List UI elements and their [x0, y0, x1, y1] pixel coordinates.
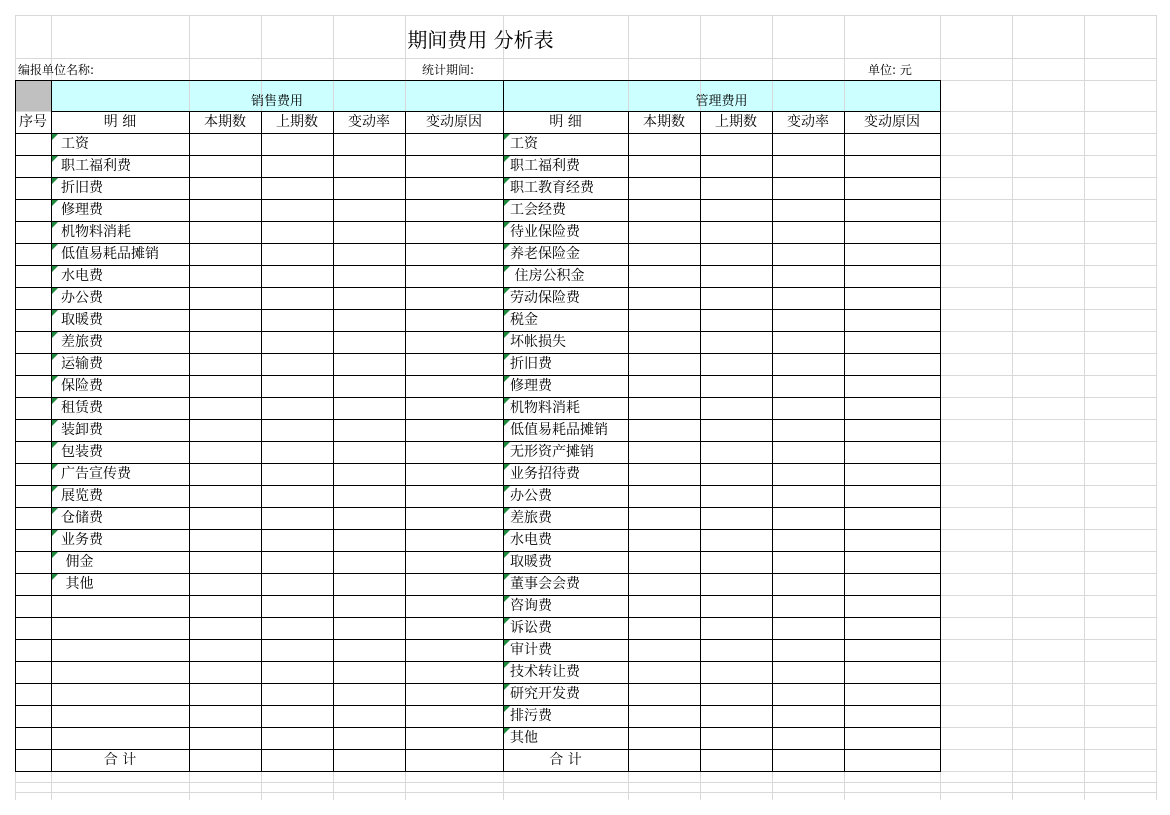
table-border	[15, 573, 941, 574]
sales-item-label: 包装费	[61, 444, 103, 460]
table-border	[189, 111, 190, 772]
grid-line-horizontal	[15, 792, 1156, 793]
table-border	[15, 617, 941, 618]
comment-marker-icon	[52, 134, 58, 140]
comment-marker-icon	[504, 134, 510, 140]
table-border	[15, 80, 941, 81]
comment-marker-icon	[52, 310, 58, 316]
sales-item-label: 取暖费	[61, 312, 103, 328]
admin-item-label: 业务招待费	[510, 466, 580, 482]
table-border	[15, 551, 941, 552]
comment-marker-icon	[504, 178, 510, 184]
comment-marker-icon	[504, 310, 510, 316]
admin-item-label: 董事会会费	[510, 576, 580, 592]
table-border	[15, 243, 941, 244]
sales-item-label: 佣金	[61, 554, 94, 570]
admin-item-label: 技术转让费	[510, 664, 580, 680]
comment-marker-icon	[504, 706, 510, 712]
comment-marker-icon	[504, 508, 510, 514]
admin-item-label: 无形资产摊销	[510, 444, 594, 460]
comment-marker-icon	[504, 332, 510, 338]
comment-marker-icon	[52, 200, 58, 206]
table-border	[15, 397, 941, 398]
unit-label: 单位: 元	[868, 63, 912, 77]
comment-marker-icon	[504, 398, 510, 404]
period-label: 统计期间:	[422, 63, 475, 77]
grid-line-horizontal	[15, 58, 1156, 59]
sales-item-label: 折旧费	[61, 180, 103, 196]
comment-marker-icon	[52, 530, 58, 536]
table-border	[15, 331, 941, 332]
table-border	[15, 221, 941, 222]
table-border	[15, 595, 941, 596]
table-border	[844, 111, 845, 772]
sales-item-label: 保险费	[61, 378, 103, 394]
admin-column-header: 本期数	[643, 114, 685, 130]
sales-item-label: 机物料消耗	[61, 224, 131, 240]
table-border	[940, 80, 941, 772]
sales-column-header: 变动原因	[426, 114, 482, 130]
table-border	[15, 309, 941, 310]
table-border	[333, 111, 334, 772]
table-border	[405, 111, 406, 772]
comment-marker-icon	[504, 530, 510, 536]
comment-marker-icon	[504, 354, 510, 360]
unit-name-label: 编报单位名称:	[18, 63, 95, 77]
comment-marker-icon	[52, 266, 58, 272]
comment-marker-icon	[52, 244, 58, 250]
sales-item-label: 低值易耗品摊销	[61, 246, 159, 262]
table-border	[15, 661, 941, 662]
table-border	[15, 705, 941, 706]
table-border	[15, 375, 941, 376]
table-border	[15, 529, 941, 530]
comment-marker-icon	[52, 332, 58, 338]
table-border	[15, 507, 941, 508]
comment-marker-icon	[504, 222, 510, 228]
comment-marker-icon	[504, 552, 510, 558]
comment-marker-icon	[504, 662, 510, 668]
table-border	[15, 683, 941, 684]
grid-line-horizontal	[15, 782, 1156, 783]
comment-marker-icon	[504, 574, 510, 580]
admin-item-label: 职工福利费	[510, 158, 580, 174]
comment-marker-icon	[52, 508, 58, 514]
sales-column-header: 上期数	[276, 114, 318, 130]
sales-item-label: 运输费	[61, 356, 103, 372]
sales-item-label: 仓储费	[61, 510, 103, 526]
comment-marker-icon	[52, 156, 58, 162]
comment-marker-icon	[504, 244, 510, 250]
table-border	[15, 771, 941, 772]
table-border	[15, 177, 941, 178]
comment-marker-icon	[52, 398, 58, 404]
comment-marker-icon	[504, 156, 510, 162]
comment-marker-icon	[52, 442, 58, 448]
sales-item-label: 工资	[61, 136, 89, 152]
admin-item-label: 其他	[510, 730, 538, 746]
admin-item-label: 税金	[510, 312, 538, 328]
sales-item-label: 水电费	[61, 268, 103, 284]
sales-item-label: 其他	[61, 576, 94, 592]
sales-item-label: 修理费	[61, 202, 103, 218]
grid-line-horizontal	[15, 15, 1156, 16]
table-border	[772, 111, 773, 772]
sales-item-label: 办公费	[61, 290, 103, 306]
comment-marker-icon	[52, 288, 58, 294]
table-border	[15, 155, 941, 156]
sales-item-label: 租赁费	[61, 400, 103, 416]
table-border	[261, 111, 262, 772]
admin-item-label: 工资	[510, 136, 538, 152]
comment-marker-icon	[504, 640, 510, 646]
comment-marker-icon	[504, 442, 510, 448]
admin-item-label: 低值易耗品摊销	[510, 422, 608, 438]
comment-marker-icon	[52, 354, 58, 360]
admin-column-header: 上期数	[715, 114, 757, 130]
admin-item-label: 劳动保险费	[510, 290, 580, 306]
comment-marker-icon	[52, 574, 58, 580]
corner-header-cell	[15, 80, 51, 111]
admin-item-label: 养老保险金	[510, 246, 580, 262]
comment-marker-icon	[52, 552, 58, 558]
table-border	[15, 265, 941, 266]
comment-marker-icon	[504, 596, 510, 602]
admin-item-label: 待业保险费	[510, 224, 580, 240]
admin-item-label: 差旅费	[510, 510, 552, 526]
table-border	[15, 485, 941, 486]
table-border	[15, 639, 941, 640]
sales-total-label: 合 计	[103, 752, 137, 768]
comment-marker-icon	[52, 464, 58, 470]
admin-item-label: 办公费	[510, 488, 552, 504]
admin-item-label: 修理费	[510, 378, 552, 394]
table-border	[15, 353, 941, 354]
table-border	[15, 287, 941, 288]
admin-total-label: 合 计	[549, 752, 582, 768]
admin-item-label: 排污费	[510, 708, 552, 724]
comment-marker-icon	[52, 376, 58, 382]
table-border	[15, 133, 941, 134]
sales-item-label: 装卸费	[61, 422, 103, 438]
admin-section-title: 管理费用	[695, 93, 748, 109]
admin-item-label: 坏帐损失	[510, 334, 566, 350]
admin-item-label: 折旧费	[510, 356, 552, 372]
comment-marker-icon	[504, 420, 510, 426]
sales-item-label: 业务费	[61, 532, 103, 548]
admin-column-header: 变动率	[787, 114, 829, 130]
comment-marker-icon	[52, 178, 58, 184]
sales-item-label: 职工福利费	[61, 158, 131, 174]
comment-marker-icon	[52, 222, 58, 228]
comment-marker-icon	[504, 288, 510, 294]
comment-marker-icon	[504, 266, 510, 272]
sales-item-label: 差旅费	[61, 334, 103, 350]
admin-item-label: 工会经费	[510, 202, 566, 218]
admin-item-label: 审计费	[510, 642, 552, 658]
comment-marker-icon	[504, 486, 510, 492]
admin-item-label: 取暖费	[510, 554, 552, 570]
sales-item-label: 展览费	[61, 488, 103, 504]
table-border	[628, 111, 629, 772]
admin-column-header: 变动原因	[864, 114, 920, 130]
sales-column-header: 本期数	[204, 114, 246, 130]
table-border	[15, 463, 941, 464]
sales-item-label: 广告宣传费	[61, 466, 131, 482]
admin-item-label: 研究开发费	[510, 686, 580, 702]
admin-item-label: 咨询费	[510, 598, 552, 614]
table-border	[15, 727, 941, 728]
table-border	[15, 80, 16, 772]
comment-marker-icon	[504, 464, 510, 470]
comment-marker-icon	[504, 200, 510, 206]
comment-marker-icon	[504, 618, 510, 624]
comment-marker-icon	[504, 376, 510, 382]
table-border	[700, 111, 701, 772]
grid-line-vertical	[1156, 15, 1157, 800]
admin-item-label: 水电费	[510, 532, 552, 548]
comment-marker-icon	[52, 486, 58, 492]
table-border	[15, 441, 941, 442]
admin-item-label: 住房公积金	[510, 268, 585, 284]
table-border	[15, 199, 941, 200]
admin-item-label: 机物料消耗	[510, 400, 580, 416]
sales-column-header: 明 细	[103, 114, 137, 130]
seq-column-header: 序号	[19, 114, 47, 130]
table-border	[15, 419, 941, 420]
admin-item-label: 诉讼费	[510, 620, 552, 636]
page-title: 期间费用 分析表	[407, 28, 554, 52]
sales-section-title: 销售费用	[250, 93, 303, 109]
comment-marker-icon	[504, 684, 510, 690]
admin-item-label: 职工教育经费	[510, 180, 594, 196]
comment-marker-icon	[52, 420, 58, 426]
admin-column-header: 明 细	[549, 114, 582, 130]
sales-column-header: 变动率	[348, 114, 390, 130]
comment-marker-icon	[504, 728, 510, 734]
